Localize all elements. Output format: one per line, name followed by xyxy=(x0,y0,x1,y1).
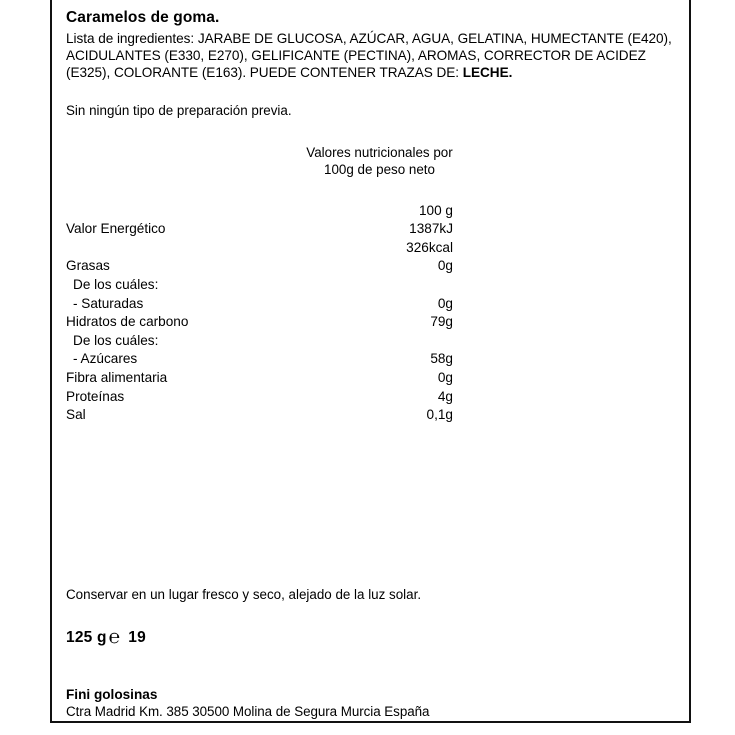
nutrition-row xyxy=(66,276,675,295)
nutrition-row xyxy=(66,220,675,239)
nutrition-heading-line2: 100g de peso neto xyxy=(324,162,435,178)
nutrition-column-header: 100 g xyxy=(418,202,453,218)
nutrition-row xyxy=(66,257,675,276)
nutrition-row-label: De los cuáles: xyxy=(73,276,159,292)
nutrition-row-label: Proteínas xyxy=(66,388,125,404)
nutrition-row xyxy=(66,406,675,425)
nutrition-row-label: Fibra alimentaria xyxy=(66,369,168,385)
nutrition-row-label: - Azúcares xyxy=(73,351,138,367)
manufacturer-name: Fini golosinas xyxy=(66,687,158,702)
nutrition-row xyxy=(66,313,675,332)
nutrition-heading-line1: Valores nutricionales por xyxy=(306,144,453,160)
net-weight-quantity: 125 g xyxy=(66,629,107,646)
nutrition-heading xyxy=(66,144,675,179)
ingredients-text: JARABE DE GLUCOSA, AZÚCAR, AGUA, GELATINA, HUMECTANTE (E420), ACIDULANTES (E330, E270), GELIFICANTE (PECTINA), AROMAS, CORRECTOR DE ACIDEZ (E325), COLORANTE (E163). PUEDE CONTENER TRAZAS DE: xyxy=(66,31,672,81)
nutrition-row-value: 0,1g xyxy=(426,407,453,423)
nutrition-table xyxy=(66,202,675,425)
ingredients-list xyxy=(66,30,675,82)
nutrition-row-label: Valor Energético xyxy=(66,221,166,237)
nutrition-row-value: 0g xyxy=(437,258,453,274)
nutrition-row-label: De los cuáles: xyxy=(73,332,159,348)
nutrition-row-label: Grasas xyxy=(66,258,110,274)
nutrition-row xyxy=(66,350,675,369)
label-content xyxy=(52,9,689,425)
nutrition-column-header-row xyxy=(66,202,675,221)
nutrition-row-value: 1387kJ xyxy=(409,221,453,237)
nutrition-row-label: - Saturadas xyxy=(73,295,144,311)
nutrition-row xyxy=(66,239,675,258)
nutrition-row-label: Hidratos de carbono xyxy=(66,314,189,330)
storage-note: Conservar en un lugar fresco y seco, alejado de la luz solar. xyxy=(66,587,422,602)
estimated-sign-icon: ℮ xyxy=(108,627,121,648)
net-weight xyxy=(66,626,146,648)
nutrition-row-value: 79g xyxy=(430,314,453,330)
manufacturer-block xyxy=(66,687,429,719)
nutrition-rows xyxy=(66,220,675,425)
manufacturer-address: Ctra Madrid Km. 385 30500 Molina de Segura Murcia España xyxy=(66,704,430,719)
nutrition-row xyxy=(66,369,675,388)
nutrition-row-value: 326kcal xyxy=(406,239,453,255)
nutrition-row-label: Sal xyxy=(66,407,86,423)
nutrition-row xyxy=(66,388,675,407)
nutrition-row-value: 58g xyxy=(430,351,453,367)
nutrition-row xyxy=(66,332,675,351)
allergen-emphasis: LECHE. xyxy=(462,65,513,81)
batch-code: 19 xyxy=(128,629,146,646)
nutrition-label-panel xyxy=(50,0,691,723)
preparation-note: Sin ningún tipo de preparación previa. xyxy=(66,102,292,118)
nutrition-row-value: 4g xyxy=(437,388,453,404)
product-title: Caramelos de goma. xyxy=(66,9,220,26)
nutrition-row xyxy=(66,295,675,314)
nutrition-row-value: 0g xyxy=(437,369,453,385)
ingredients-label: Lista de ingredientes: xyxy=(66,31,195,46)
nutrition-row-value: 0g xyxy=(437,295,453,311)
